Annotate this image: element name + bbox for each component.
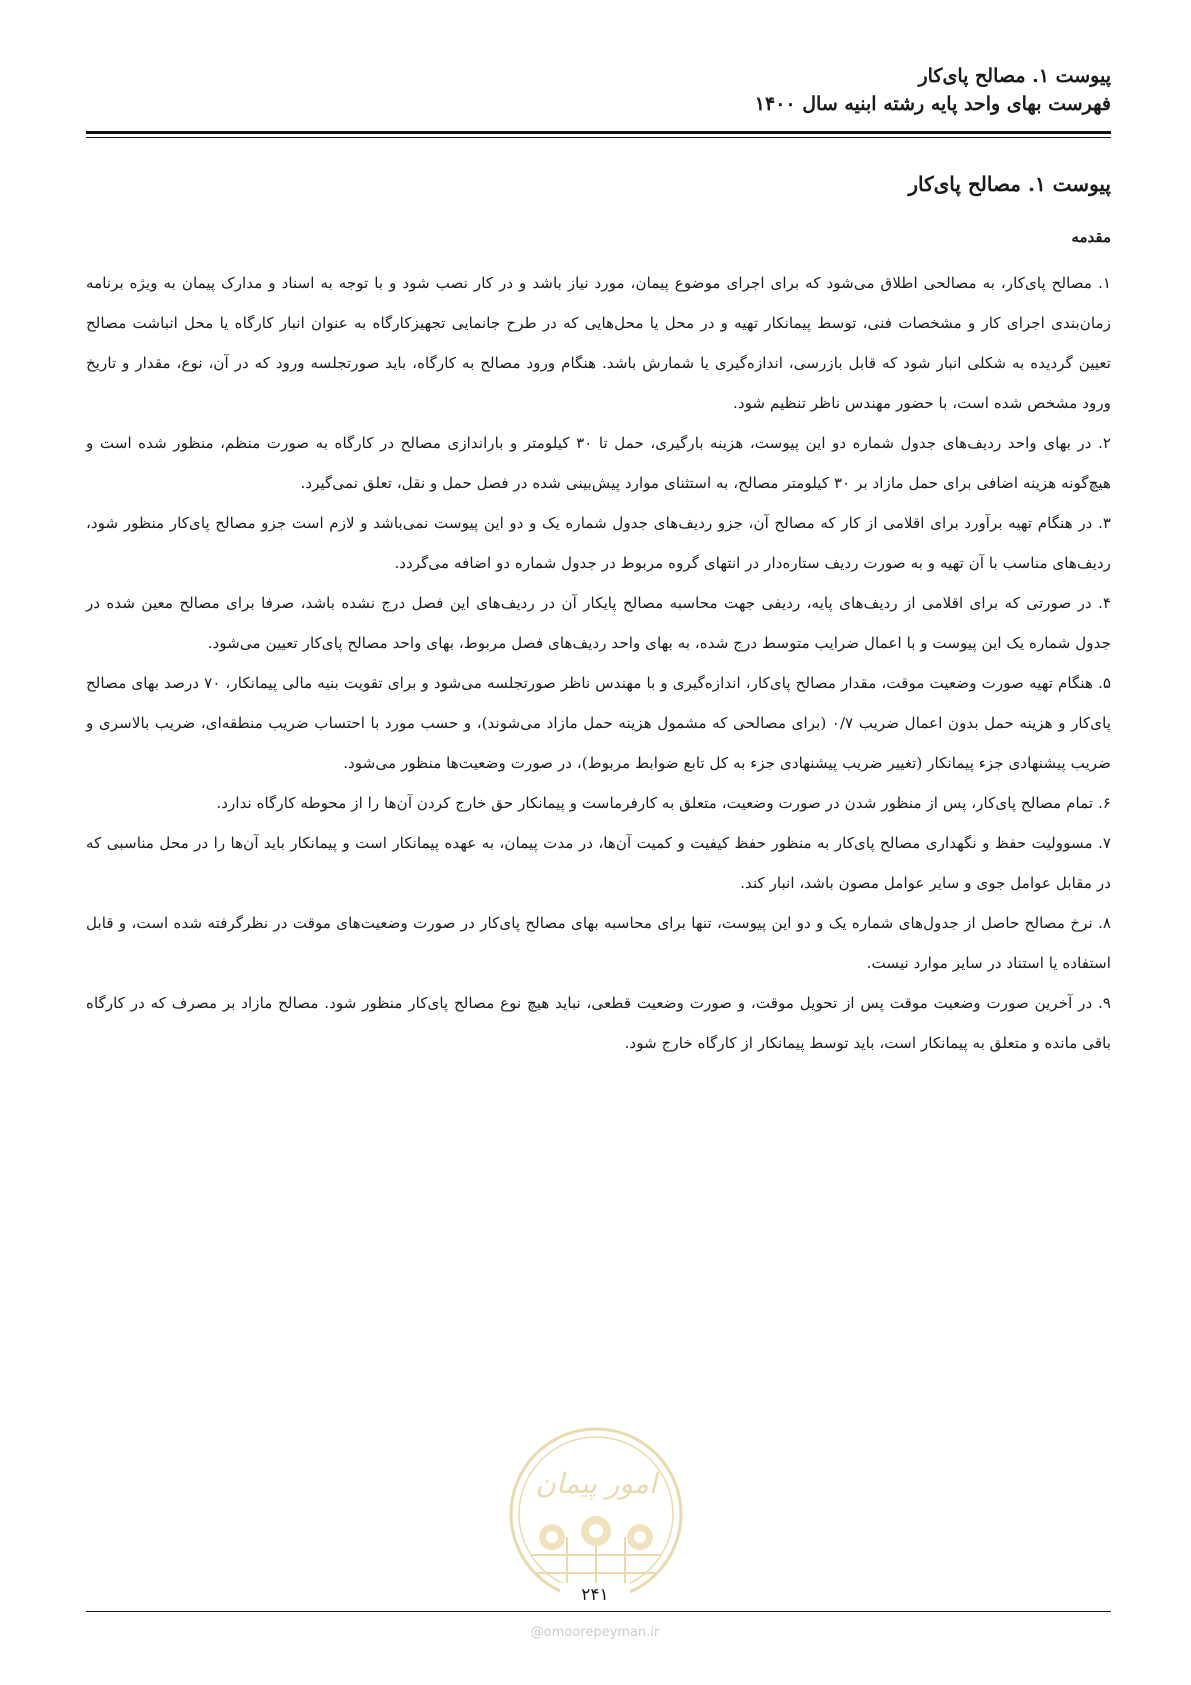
footer-divider — [86, 1611, 1111, 1612]
watermark-url: @omoorepeyman.ir — [530, 1625, 660, 1640]
header-divider-thin — [86, 137, 1111, 138]
paragraph-6: ۶. تمام مصالح پای‌کار، پس از منظور شدن در صورت وضعیت، متعلق به کارفرماست و پیمانکار حق خارج کردن آن‌ها را از محوطه کارگاه ندارد. — [216, 794, 1111, 812]
running-header-title: پیوست ۱. مصالح پای‌کار — [918, 65, 1111, 87]
paragraph-8: ۸. نرخ مصالح حاصل از جدول‌های شماره یک و دو این پیوست، تنها برای محاسبه بهای مصالح پای‌کار در صورت وضعیت‌های موقت در نظرگرفته شده است، و قابل استفاده یا استناد در سایر موارد نیست. — [86, 914, 1111, 972]
intro-title: مقدمه — [1071, 228, 1111, 246]
paragraph-2: ۲. در بهای واحد ردیف‌های جدول شماره دو این پیوست، هزینه بارگیری، حمل تا ۳۰ کیلومتر و باراندازی مصالح در کارگاه به صورت منظم، منظور شده است و هیچ‌گونه هزینه اضافی برای حمل مازاد بر ۳۰ کیلومتر مصالح، به استثنای موارد پیش‌بینی شده در فصل حمل و نقل، تعلق نمی‌گیرد. — [86, 434, 1112, 492]
section-title: پیوست ۱. مصالح پای‌کار — [908, 172, 1111, 196]
running-header-subtitle: فهرست بهای واحد پایه رشته ابنیه سال ۱۴۰۰ — [754, 93, 1111, 115]
paragraph-7: ۷. مسوولیت حفظ و نگهداری مصالح پای‌کار به منظور حفظ کیفیت و کمیت آن‌ها، در مدت پیمان، به عهده پیمانکار است و پیمانکار باید آن‌ها را در محل مناسبی که در مقابل عوامل جوی و سایر عوامل مصون باشد، انبار کند. — [86, 834, 1111, 892]
header-divider-thick — [86, 131, 1111, 134]
page-number: ۲۴۱ — [560, 1583, 630, 1607]
watermark-logo-text: امور پیمان — [535, 1467, 657, 1500]
paragraph-5: ۵. هنگام تهیه صورت وضعیت موقت، مقدار مصالح پای‌کار، اندازه‌گیری و با مهندس ناظر صورتجلسه می‌شود و برای تقویت بنیه مالی پیمانکار، ۷۰ درصد بهای مصالح پای‌کار و هزینه حمل بدون اعمال ضریب ۰/۷ (برای مصالحی که مشمول هزینه حمل مازاد می‌شوند)، و حسب مورد با احتساب ضریب منطقه‌ای، ضریب بالاسری و ضریب پیشنهادی جزء پیمانکار (تغییر ضریب پیشنهادی جزء به کل تابع ضوابط مربوط)، در صورت وضعیت‌ها منظور می‌شود. — [86, 674, 1111, 772]
paragraph-1: ۱. مصالح پای‌کار، به مصالحی اطلاق می‌شود که برای اجرای موضوع پیمان، مورد نیاز باشد و در کار نصب شود و با توجه به اسناد و مدارک پیمان به ویژه برنامه زمان‌بندی اجرای کار و مشخصات فنی، توسط پیمانکار تهیه و در محل یا محل‌هایی که در طرح جانمایی تجهیزکارگاه به عنوان انبار کارگاه یا محل انباشت مصالح تعیین گردیده به شکلی انبار شود که قابل بازرسی، اندازه‌گیری یا شمارش باشد. هنگام ورود مصالح به کارگاه، باید صورتجلسه ورود که در آن، نوع، مقدار و تاریخ ورود مشخص شده است، با حضور مهندس ناظر تنظیم شود. — [86, 274, 1111, 412]
watermark-logo-icon — [507, 1425, 685, 1603]
document-body — [86, 263, 1111, 1063]
paragraph-3: ۳. در هنگام تهیه برآورد برای اقلامی از کار که مصالح آن، جزو ردیف‌های جدول شماره یک و دو این پیوست نمی‌باشد و لازم است جزو مصالح پای‌کار منظور شود، ردیف‌های مناسب با آن تهیه و به صورت ردیف ستاره‌دار در انتهای گروه مربوط در جدول شماره دو اضافه می‌گردد. — [86, 514, 1111, 572]
running-header — [81, 62, 1111, 118]
paragraph-9: ۹. در آخرین صورت وضعیت موقت پس از تحویل موقت، و صورت وضعیت قطعی، نباید هیچ نوع مصالح پای‌کار منظور شود. مصالح مازاد بر مصرف که در کارگاه باقی مانده و متعلق به پیمانکار است، باید توسط پیمانکار از کارگاه خارج شود. — [86, 994, 1111, 1052]
paragraph-4: ۴. در صورتی که برای اقلامی از ردیف‌های پایه، ردیفی جهت محاسبه مصالح پایکار آن در ردیف‌های این فصل درج نشده باشد، صرفا برای مصالح معین شده در جدول شماره یک این پیوست و با اعمال ضرایب متوسط درج شده، به بهای واحد ردیف‌های فصل مربوط، بهای واحد مصالح پای‌کار تعیین می‌شود. — [86, 594, 1111, 652]
